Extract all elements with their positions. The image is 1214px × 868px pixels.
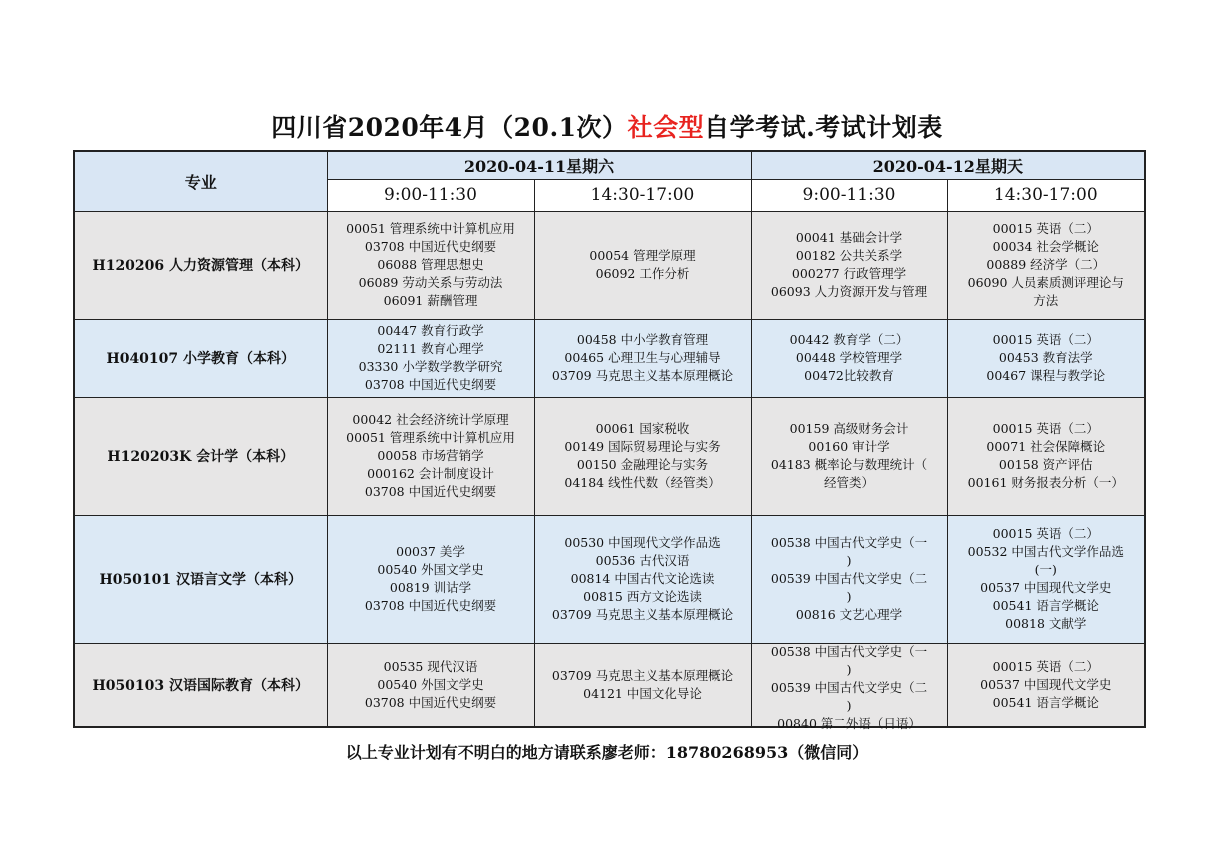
title-suffix: 自学考试.考试计划表 (704, 113, 943, 142)
course-item: 03709 马克思主义基本原理概论 (551, 607, 734, 622)
course-item: 03708 中国近代史纲要 (364, 239, 497, 254)
course-item: 00058 市场营销学 (377, 448, 484, 463)
course-cell (751, 211, 947, 319)
contact-note: 以上专业计划有不明白的地方请联系廖老师：18780268953（微信同） (345, 743, 869, 762)
major-name: H120206 人力资源管理（本科） (74, 211, 327, 319)
course-item: 经管类） (824, 475, 875, 490)
course-item: 00840 第二外语（日语） (777, 715, 921, 731)
course-cell (947, 211, 1145, 319)
course-item: 02111 教育心理学 (377, 341, 484, 356)
course-cell (947, 515, 1145, 643)
title-accent: 社会型 (627, 113, 705, 142)
course-item: 00465 心理卫生与心理辅导 (564, 350, 721, 365)
course-item: 06092 工作分析 (595, 266, 690, 281)
course-item: 00818 文献学 (1005, 616, 1087, 631)
course-item: 00816 文艺心理学 (795, 607, 903, 622)
course-item: 00037 美学 (396, 544, 465, 559)
course-item: 00442 教育学（二） (789, 332, 909, 347)
course-item: 00150 金融理论与实务 (576, 457, 709, 472)
table-row (74, 515, 1145, 643)
course-item: ) (846, 553, 852, 568)
course-cell (534, 397, 751, 515)
course-item: 00042 社会经济统计学原理 (352, 412, 509, 427)
course-cell (327, 211, 534, 319)
table-row (74, 211, 1145, 319)
course-item: 04121 中国文化导论 (583, 685, 702, 701)
page-title (0, 108, 1214, 144)
course-item: 00161 财务报表分析（一） (967, 475, 1124, 490)
course-cell (534, 319, 751, 397)
course-item: 00535 现代汉语 (383, 658, 478, 674)
course-item: 03708 中国近代史纲要 (364, 484, 497, 499)
course-item: ) (846, 697, 852, 713)
course-item: ) (846, 589, 852, 604)
table-row (74, 643, 1145, 727)
course-item: 00541 语言学概论 (992, 694, 1099, 710)
course-cell (947, 319, 1145, 397)
course-cell (327, 397, 534, 515)
course-cell (534, 515, 751, 643)
course-item: ) (846, 661, 852, 677)
course-item: 00182 公共关系学 (795, 248, 903, 263)
course-item: 00815 西方文论选读 (583, 589, 702, 604)
course-cell (751, 515, 947, 643)
course-cell (534, 211, 751, 319)
course-item: 00015 英语（二） (992, 658, 1099, 674)
course-item: 00537 中国现代文学史 (980, 580, 1112, 595)
course-item: 06090 人员素质测评理论与 (967, 275, 1124, 290)
course-item: 00538 中国古代文学史（一 (770, 643, 928, 659)
course-item: 00540 外国文学史 (377, 676, 484, 692)
day2-header: 2020-04-12星期天 (751, 151, 1145, 179)
major-name: H040107 小学教育（本科） (74, 319, 327, 397)
course-item: 00015 英语（二） (992, 526, 1099, 541)
course-cell (534, 643, 751, 727)
course-item: 00015 英语（二） (992, 221, 1099, 236)
course-item: 00159 高级财务会计 (789, 421, 909, 436)
course-item: 00160 审计学 (808, 439, 890, 454)
course-item: 03709 马克思主义基本原理概论 (551, 368, 734, 383)
course-item: 00051 管理系统中计算机应用 (346, 430, 515, 445)
major-name: H050101 汉语言文学（本科） (74, 515, 327, 643)
course-item: 00071 社会保障概论 (986, 439, 1106, 454)
course-item: 000277 行政管理学 (791, 266, 907, 281)
course-item: 03330 小学数学教学研究 (358, 359, 503, 374)
course-cell (947, 643, 1145, 727)
course-item: 00538 中国古代文学史（一 (770, 535, 928, 550)
course-item: 00453 教育法学 (998, 350, 1093, 365)
course-cell (327, 643, 534, 727)
major-name: H050103 汉语国际教育（本科） (74, 643, 327, 727)
course-cell (751, 397, 947, 515)
day1-header: 2020-04-11星期六 (327, 151, 751, 179)
course-cell (751, 319, 947, 397)
course-item: 00015 英语（二） (992, 421, 1099, 436)
exam-schedule-table (73, 150, 1146, 731)
title-prefix: 四川省2020年4月（20.1次） (271, 113, 628, 142)
course-item: 00054 管理学原理 (589, 248, 696, 263)
course-item: 00537 中国现代文学史 (980, 676, 1112, 692)
course-item: 00539 中国古代文学史（二 (770, 679, 928, 695)
course-item: 00149 国际贸易理论与实务 (564, 439, 721, 454)
course-item: 00051 管理系统中计算机应用 (346, 221, 515, 236)
course-item: 00889 经济学（二） (986, 257, 1106, 272)
course-item: 00034 社会学概论 (992, 239, 1099, 254)
course-item: 00536 古代汉语 (595, 553, 690, 568)
course-item: (一) (1034, 562, 1057, 577)
course-item: 00540 外国文学史 (377, 562, 484, 577)
course-item: 00158 资产评估 (998, 457, 1093, 472)
course-cell (751, 643, 947, 731)
course-item: 00041 基础会计学 (795, 230, 903, 245)
time-slot: 14:30-17:00 (947, 179, 1145, 211)
course-item: 00448 学校管理学 (795, 350, 903, 365)
time-slot: 9:00-11:30 (327, 179, 534, 211)
course-item: 00458 中小学教育管理 (576, 332, 709, 347)
course-item: 03708 中国近代史纲要 (364, 377, 497, 392)
course-item: 04183 概率论与数理统计（ (770, 457, 928, 472)
course-item: 06093 人力资源开发与管理 (770, 284, 928, 299)
major-header: 专业 (74, 151, 327, 211)
course-item: 06091 薪酬管理 (383, 293, 478, 308)
course-item: 00541 语言学概论 (992, 598, 1099, 613)
course-item: 00539 中国古代文学史（二 (770, 571, 928, 586)
table-row (74, 397, 1145, 515)
course-item: 03708 中国近代史纲要 (364, 694, 497, 710)
course-item: 00472比较教育 (804, 368, 894, 383)
course-item: 00447 教育行政学 (377, 323, 484, 338)
course-item: 00015 英语（二） (992, 332, 1099, 347)
course-item: 00467 课程与教学论 (986, 368, 1106, 383)
course-item: 00814 中国古代文论选读 (570, 571, 715, 586)
course-cell (327, 319, 534, 397)
course-item: 000162 会计制度设计 (367, 466, 494, 481)
course-item: 03708 中国近代史纲要 (364, 598, 497, 613)
course-item: 00819 训诂学 (389, 580, 472, 595)
major-name: H120203K 会计学（本科） (74, 397, 327, 515)
time-slot: 14:30-17:00 (534, 179, 751, 211)
course-cell (947, 397, 1145, 515)
course-item: 06089 劳动关系与劳动法 (358, 275, 503, 290)
table-row (74, 319, 1145, 397)
course-item: 方法 (1033, 293, 1059, 308)
course-item: 04184 线性代数（经管类） (564, 475, 721, 490)
schedule-body (74, 211, 1145, 731)
course-item: 03709 马克思主义基本原理概论 (551, 667, 734, 683)
course-item: 00061 国家税收 (595, 421, 690, 436)
course-cell (327, 515, 534, 643)
time-slot: 9:00-11:30 (751, 179, 947, 211)
course-item: 00530 中国现代文学作品选 (564, 535, 721, 550)
course-item: 06088 管理思想史 (377, 257, 484, 272)
course-item: 00532 中国古代文学作品选 (967, 544, 1124, 559)
